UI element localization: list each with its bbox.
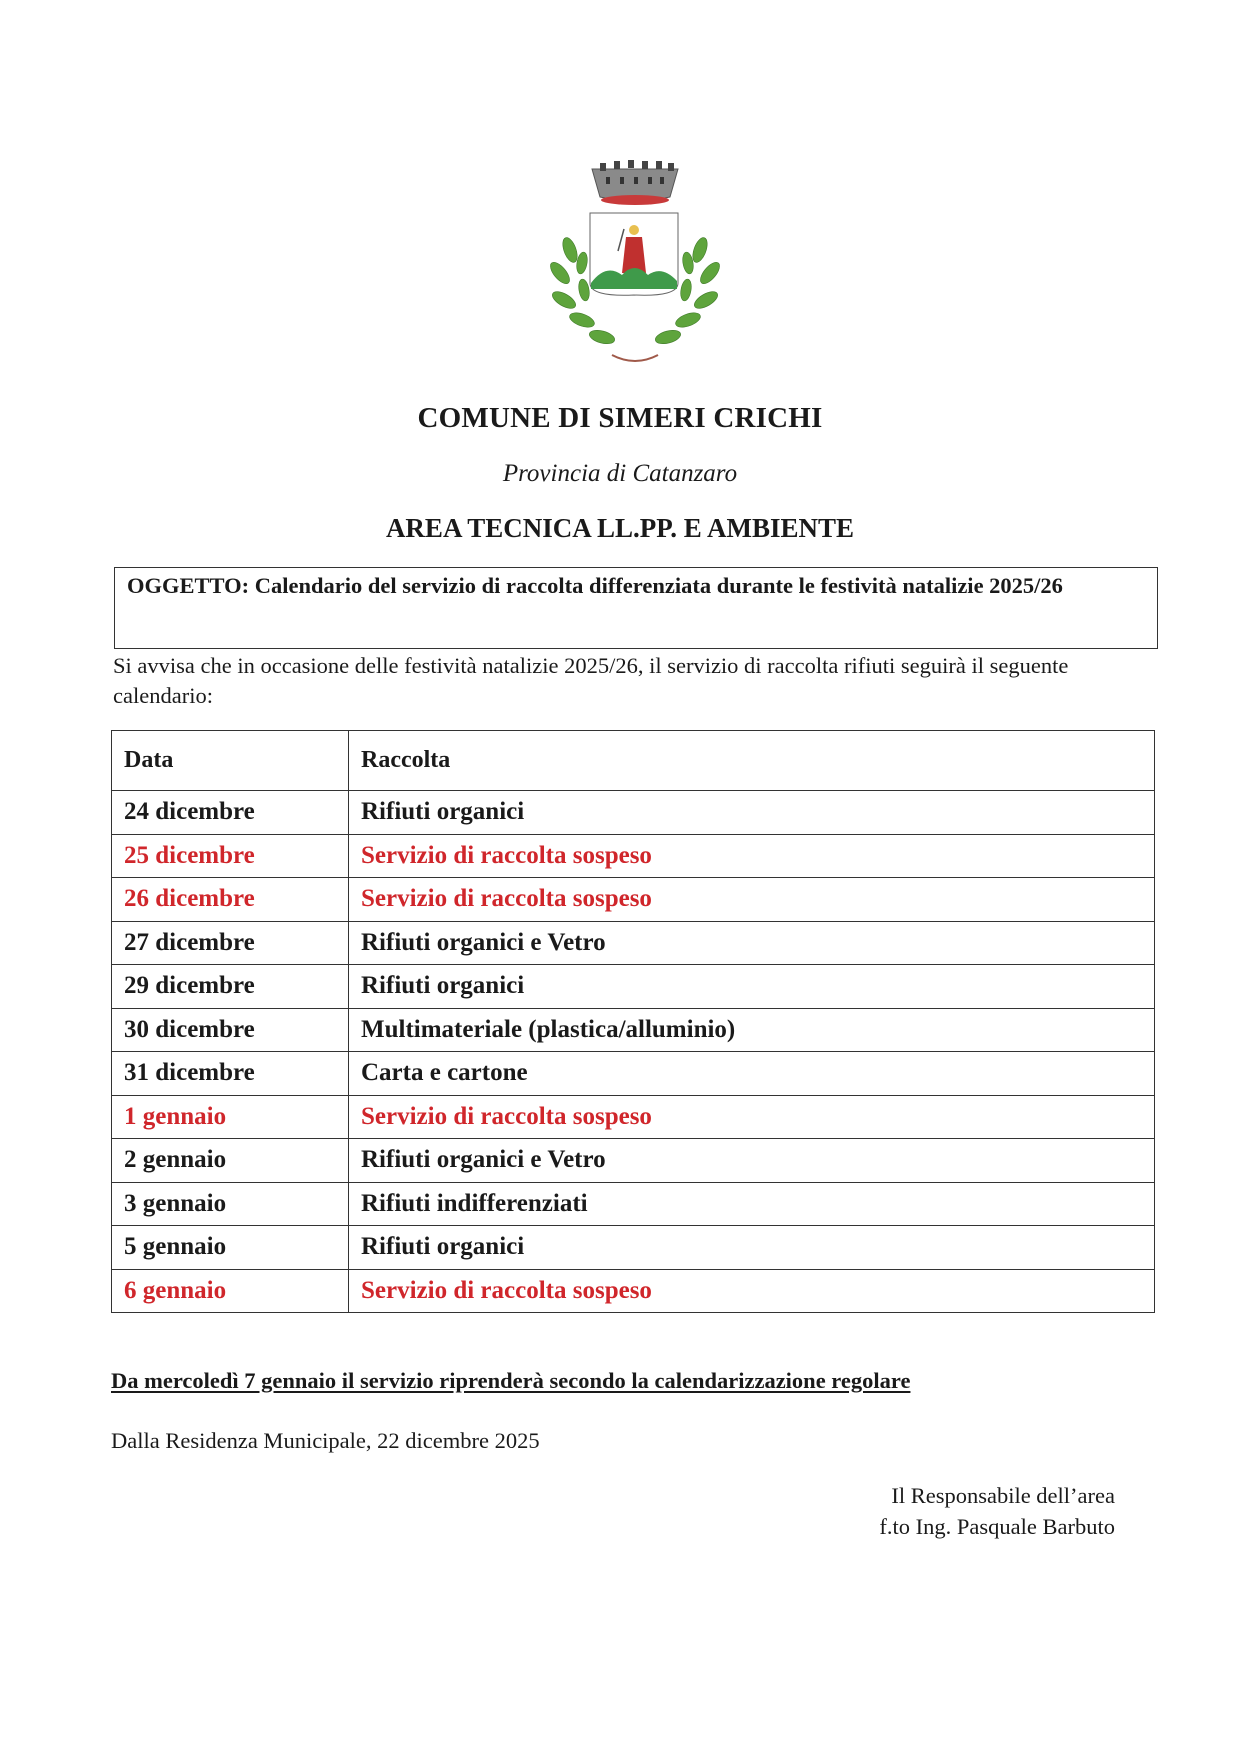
coat-of-arms-icon <box>530 155 740 380</box>
signature-role: Il Responsabile dell’area <box>891 1483 1115 1508</box>
table-row <box>112 1182 1155 1226</box>
province-subtitle: Provincia di Catanzaro <box>502 460 738 487</box>
row-date: 29 dicembre <box>112 965 349 1009</box>
signature-name: f.to Ing. Pasquale Barbuto <box>879 1514 1115 1539</box>
table-row <box>112 1139 1155 1183</box>
row-date: 25 dicembre <box>112 834 349 878</box>
row-collection: Rifiuti organici <box>349 791 1155 835</box>
table-header-row <box>112 731 1155 791</box>
resume-notice: Da mercoledì 7 gennaio il servizio riprenderà secondo la calendarizzazione regolare <box>111 1368 911 1393</box>
table-row-suspended <box>112 878 1155 922</box>
municipality-title: COMUNE DI SIMERI CRICHI <box>417 402 823 434</box>
column-header-date: Data <box>112 731 349 791</box>
department-title: AREA TECNICA LL.PP. E AMBIENTE <box>385 513 855 543</box>
row-date: 31 dicembre <box>112 1052 349 1096</box>
row-collection: Rifiuti organici e Vetro <box>349 921 1155 965</box>
place-date: Dalla Residenza Municipale, 22 dicembre 2025 <box>111 1428 540 1453</box>
table-row <box>112 1008 1155 1052</box>
collection-calendar-table <box>111 730 1155 1313</box>
row-collection: Carta e cartone <box>349 1052 1155 1096</box>
row-collection: Servizio di raccolta sospeso <box>349 878 1155 922</box>
table-row-suspended <box>112 1095 1155 1139</box>
table-row <box>112 921 1155 965</box>
row-date: 26 dicembre <box>112 878 349 922</box>
row-date: 5 gennaio <box>112 1226 349 1270</box>
row-date: 24 dicembre <box>112 791 349 835</box>
row-date: 3 gennaio <box>112 1182 349 1226</box>
row-collection: Rifiuti indifferenziati <box>349 1182 1155 1226</box>
row-date: 30 dicembre <box>112 1008 349 1052</box>
signature-block <box>879 1480 1115 1542</box>
row-date: 27 dicembre <box>112 921 349 965</box>
table-row <box>112 965 1155 1009</box>
row-collection: Rifiuti organici <box>349 965 1155 1009</box>
table-row-suspended <box>112 834 1155 878</box>
row-collection: Rifiuti organici <box>349 1226 1155 1270</box>
row-collection: Multimateriale (plastica/alluminio) <box>349 1008 1155 1052</box>
table-row <box>112 1052 1155 1096</box>
subject-box: OGGETTO: Calendario del servizio di raccolta differenziata durante le festività natalizie 2025/26 <box>114 567 1158 649</box>
row-date: 2 gennaio <box>112 1139 349 1183</box>
row-collection: Servizio di raccolta sospeso <box>349 1095 1155 1139</box>
table-row <box>112 1226 1155 1270</box>
column-header-collection: Raccolta <box>349 731 1155 791</box>
row-collection: Rifiuti organici e Vetro <box>349 1139 1155 1183</box>
row-collection: Servizio di raccolta sospeso <box>349 834 1155 878</box>
table-row-suspended <box>112 1269 1155 1313</box>
intro-paragraph: Si avvisa che in occasione delle festività natalizie 2025/26, il servizio di raccolta rifiuti seguirà il seguente calendario: <box>113 653 1069 708</box>
row-collection: Servizio di raccolta sospeso <box>349 1269 1155 1313</box>
row-date: 6 gennaio <box>112 1269 349 1313</box>
row-date: 1 gennaio <box>112 1095 349 1139</box>
table-row <box>112 791 1155 835</box>
